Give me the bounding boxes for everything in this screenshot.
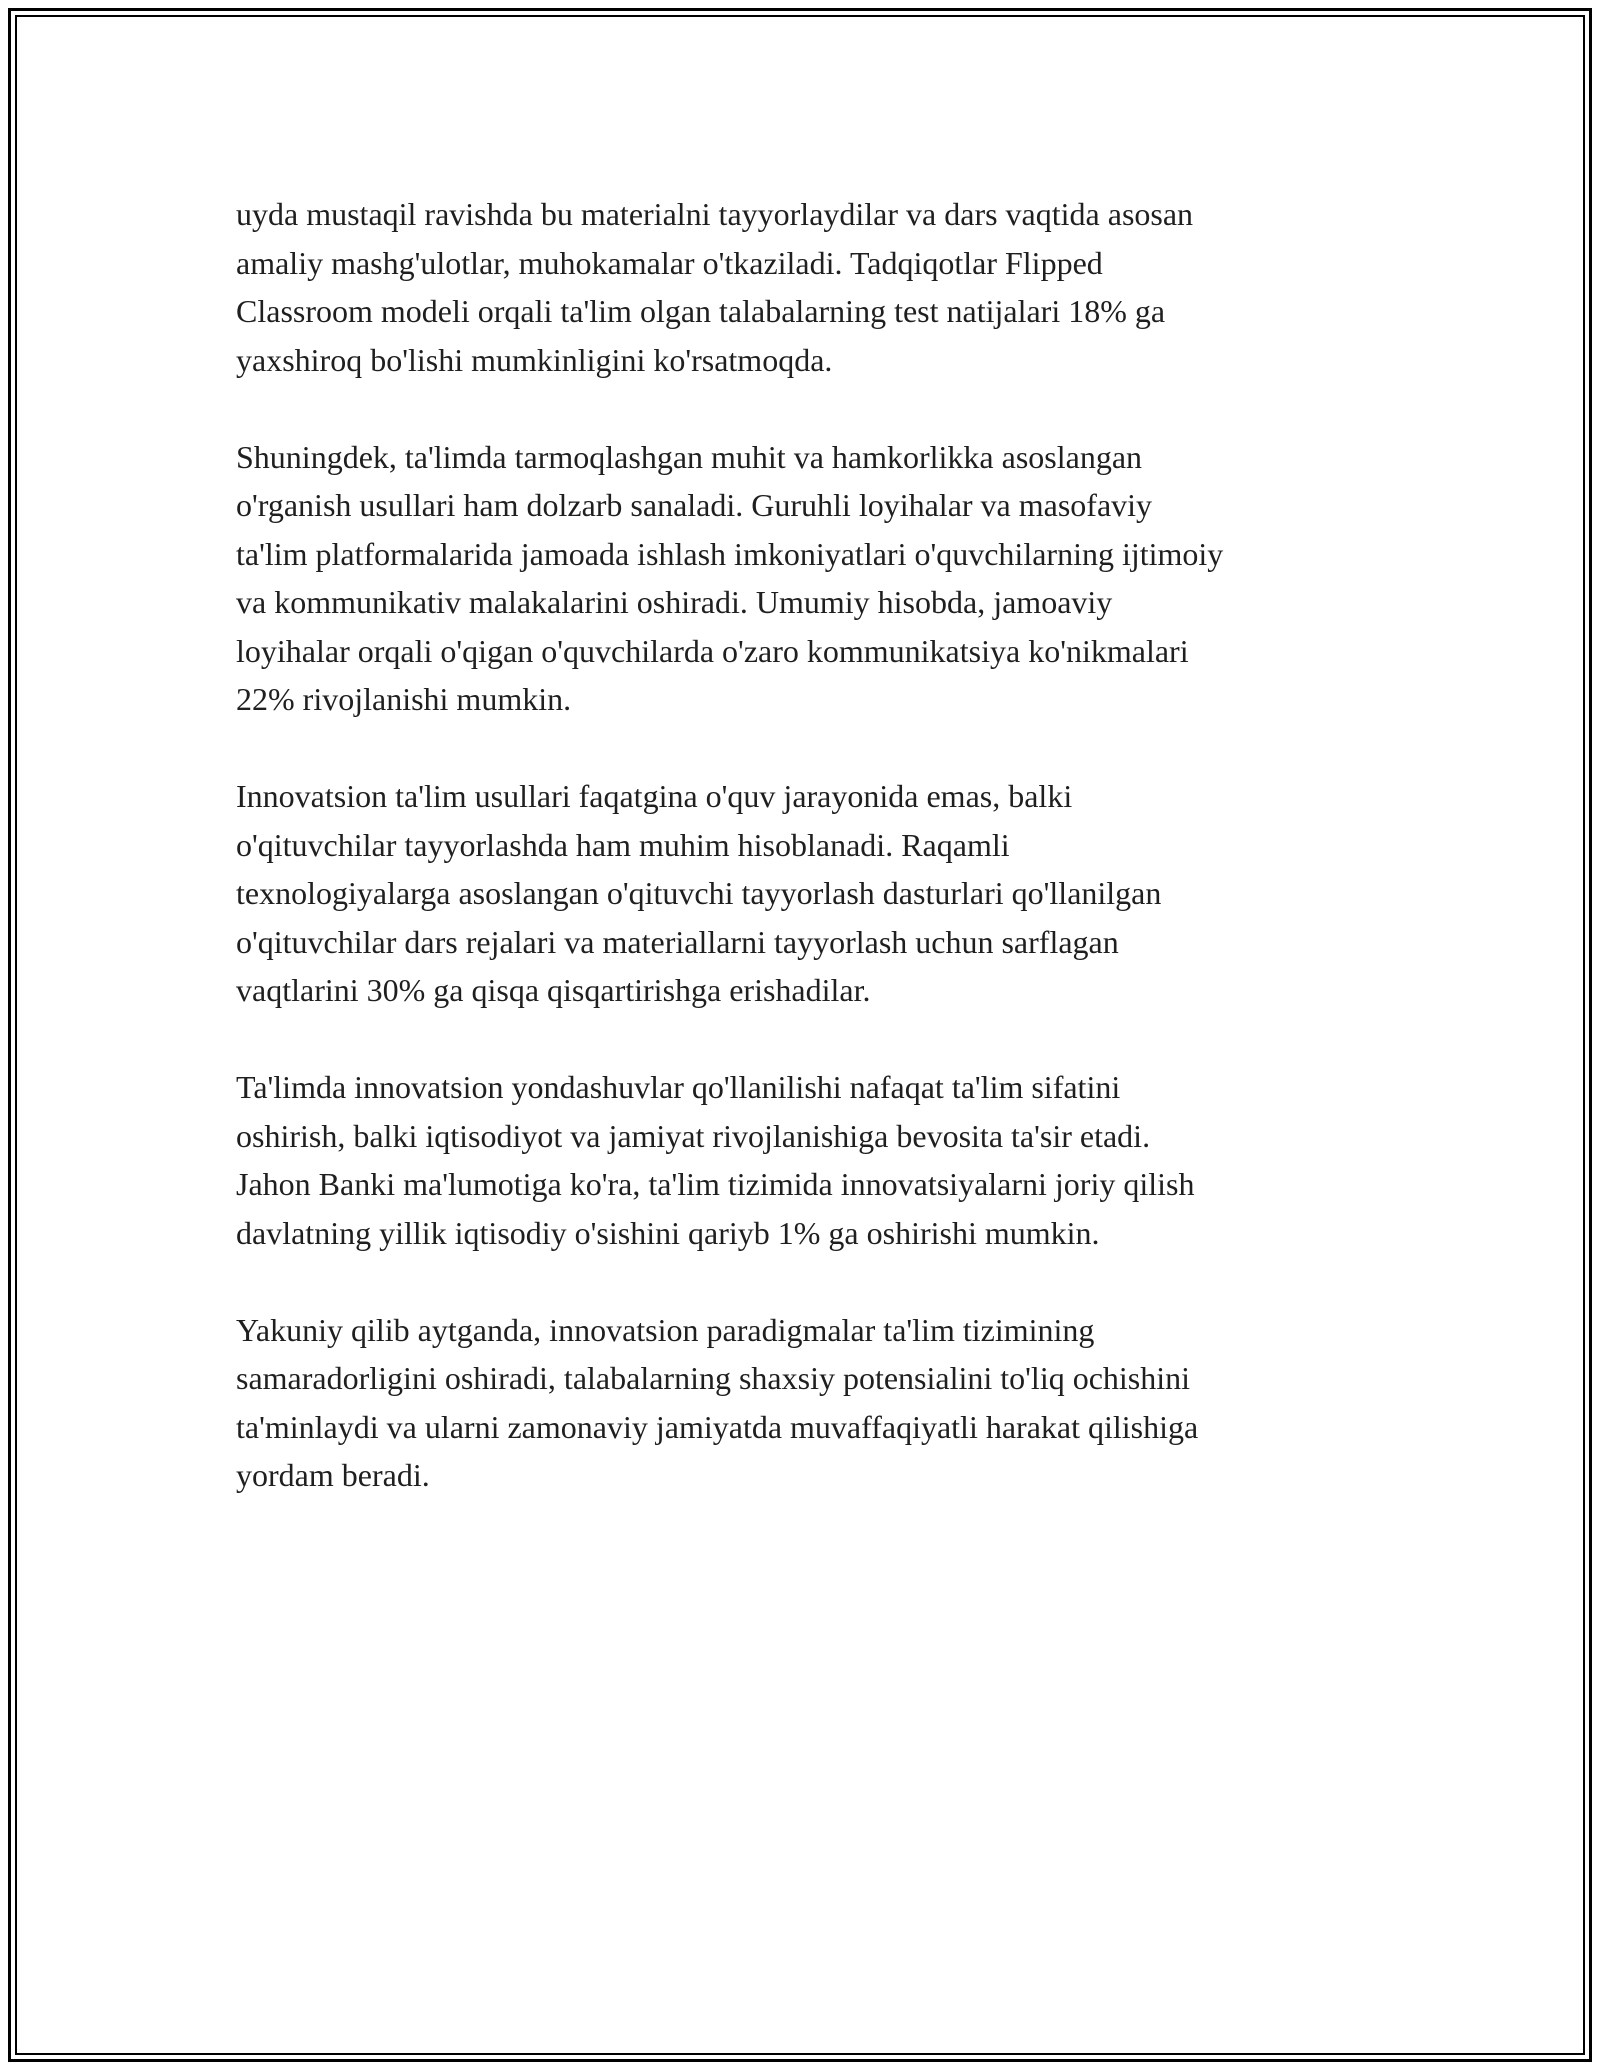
text-line: loyihalar orqali o'qigan o'quvchilarda o'zaro kommunikatsiya ko'nikmalari bbox=[236, 632, 1189, 669]
text-line: oshirish, balki iqtisodiyot va jamiyat rivojlanishiga bevosita ta'sir etadi. bbox=[236, 1117, 1151, 1154]
text-line: Classroom modeli orqali ta'lim olgan talabalarning test natijalari 18% ga bbox=[236, 293, 1166, 329]
text-line: ta'lim platformalarida jamoada ishlash imkoniyatlari o'quvchilarning ijtimoiy bbox=[236, 535, 1224, 572]
text-line: o'qituvchilar tayyorlashda ham muhim hisoblanadi. Raqamli bbox=[236, 826, 1010, 863]
paragraph-economic-impact bbox=[236, 1063, 1376, 1257]
text-line: Ta'limda innovatsion yondashuvlar qo'llanilishi nafaqat ta'lim sifatini bbox=[236, 1069, 1121, 1105]
text-line: va kommunikativ malakalarini oshiradi. Umumiy hisobda, jamoaviy bbox=[236, 584, 1113, 620]
text-line: Shuningdek, ta'limda tarmoqlashgan muhit va hamkorlikka asoslangan bbox=[236, 438, 1143, 475]
paragraph-conclusion bbox=[236, 1306, 1376, 1500]
text-line: samaradorligini oshiradi, talabalarning shaxsiy potensialini to'liq ochishini bbox=[236, 1360, 1191, 1396]
paragraph-flipped-classroom bbox=[236, 190, 1376, 384]
text-line: texnologiyalarga asoslangan o'qituvchi tayyorlash dasturlari qo'llanilgan bbox=[236, 875, 1162, 911]
paragraph-collaborative-learning bbox=[236, 433, 1376, 724]
text-line: ta'minlaydi va ularni zamonaviy jamiyatda muvaffaqiyatli harakat qilishiga bbox=[236, 1408, 1199, 1445]
text-line: o'rganish usullari ham dolzarb sanaladi. Guruhli loyihalar va masofaviy bbox=[236, 487, 1153, 523]
text-line: davlatning yillik iqtisodiy o'sishini qariyb 1% ga oshirishi mumkin. bbox=[236, 1214, 1100, 1251]
text-line: yordam beradi. bbox=[236, 1457, 430, 1493]
paragraph-teacher-training bbox=[236, 772, 1376, 1015]
text-line: uyda mustaqil ravishda bu materialni tayyorlaydilar va dars vaqtida asosan bbox=[236, 196, 1194, 232]
document-body bbox=[236, 190, 1376, 1548]
text-line: yaxshiroq bo'lishi mumkinligini ko'rsatmoqda. bbox=[236, 341, 833, 378]
text-line: o'qituvchilar dars rejalari va materiallarni tayyorlash uchun sarflagan bbox=[236, 923, 1119, 960]
text-line: Innovatsion ta'lim usullari faqatgina o'quv jarayonida emas, balki bbox=[236, 778, 1073, 814]
text-line: Yakuniy qilib aytganda, innovatsion paradigmalar ta'lim tizimining bbox=[236, 1311, 1095, 1348]
text-line: Jahon Banki ma'lumotiga ko'ra, ta'lim tizimida innovatsiyalarni joriy qilish bbox=[236, 1166, 1195, 1202]
text-line: 22% rivojlanishi mumkin. bbox=[236, 681, 572, 717]
text-line: vaqtlarini 30% ga qisqa qisqartirishga erishadilar. bbox=[236, 972, 871, 1008]
text-line: amaliy mashg'ulotlar, muhokamalar o'tkaziladi. Tadqiqotlar Flipped bbox=[236, 244, 1103, 281]
